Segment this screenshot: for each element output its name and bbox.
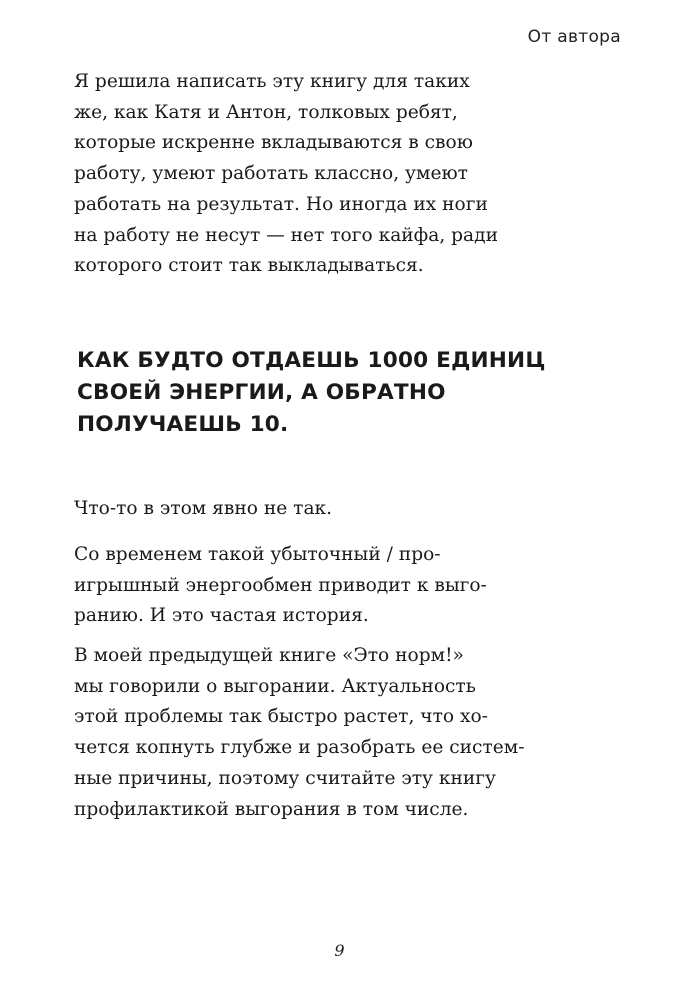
callout-heading <box>77 345 546 441</box>
text-line: ные причины, поэтому считайте эту книгу <box>74 767 496 789</box>
text-line: Что-то в этом явно не так. <box>74 498 333 519</box>
text-line: чется копнуть глубже и разобрать ее систем- <box>74 737 525 759</box>
paragraph-3 <box>74 641 525 825</box>
text-line: мы говорили о выгорании. Актуальность <box>74 675 476 697</box>
text-line: работать на результат. Но иногда их ноги <box>74 193 488 215</box>
running-header: От автора <box>527 27 621 47</box>
text-line: Я решила написать эту книгу для таких <box>74 71 470 92</box>
text-line: же, как Катя и Антон, толковых ребят, <box>74 101 458 123</box>
text-line: профилактикой выгорания в том числе. <box>74 798 469 820</box>
text-line: работу, умеют работать классно, умеют <box>74 163 468 185</box>
text-line: игрышный энергообмен приводит к выго- <box>74 574 487 596</box>
text-line: которые искренне вкладываются в свою <box>74 132 473 154</box>
text-line: этой проблемы так быстро растет, что хо- <box>74 706 488 728</box>
text-line: Со временем такой убыточный / про- <box>74 544 441 565</box>
paragraph-1 <box>74 494 332 525</box>
intro-paragraph <box>74 67 498 282</box>
text-line: ранию. И это частая история. <box>74 605 369 627</box>
page-number: 9 <box>334 941 345 960</box>
callout-line: ПОЛУЧАЕШЬ 10. <box>77 412 289 437</box>
paragraph-2 <box>74 540 487 632</box>
callout-line: КАК БУДТО ОТДАЕШЬ 1000 ЕДИНИЦ <box>77 348 546 373</box>
text-line: В моей предыдущей книге «Это норм!» <box>74 645 464 666</box>
callout-line: СВОЕЙ ЭНЕРГИИ, А ОБРАТНО <box>77 380 446 405</box>
text-line: которого стоит так выкладываться. <box>74 255 424 277</box>
text-line: на работу не несут — нет того кайфа, ради <box>74 224 498 246</box>
